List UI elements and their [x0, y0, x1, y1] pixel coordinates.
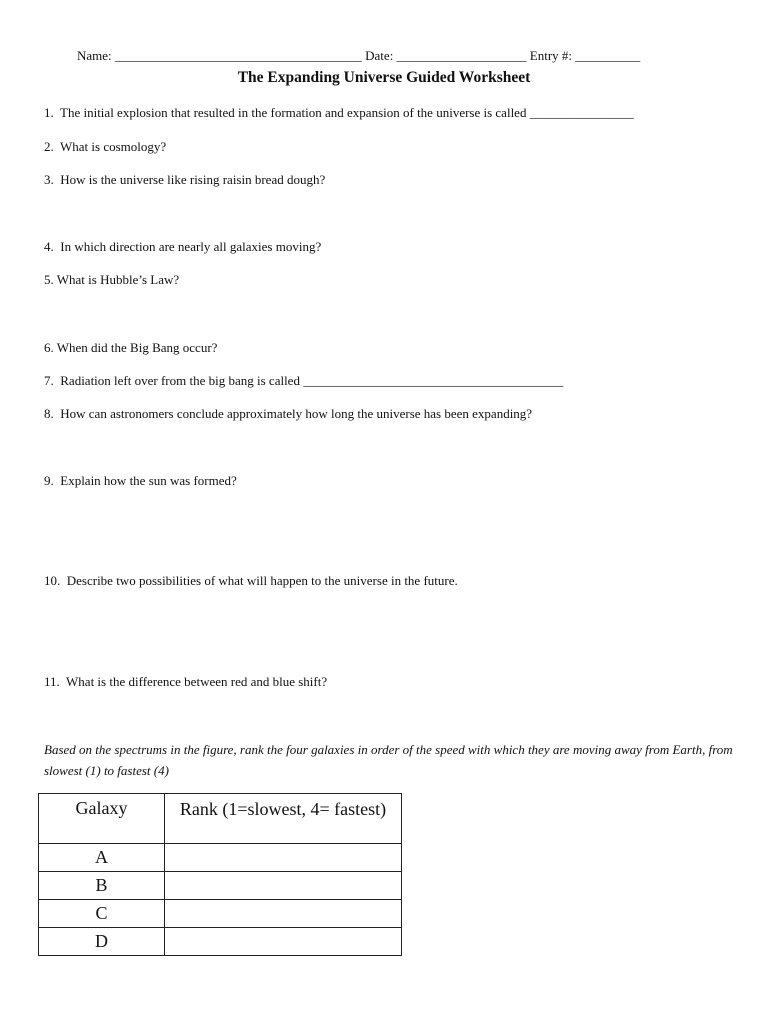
rank-cell[interactable] — [165, 844, 402, 872]
question-2: 2. What is cosmology? — [44, 139, 167, 154]
table-row — [39, 928, 402, 956]
question-4: 4. In which direction are nearly all galaxies moving? — [44, 239, 322, 254]
question-5: 5. What is Hubble’s Law? — [44, 272, 180, 287]
galaxy-cell: A — [39, 844, 165, 872]
table-row — [39, 900, 402, 928]
question-8: 8. How can astronomers conclude approximately how long the universe has been expanding? — [44, 406, 533, 421]
rank-cell[interactable] — [165, 900, 402, 928]
question-3: 3. How is the universe like rising raisin bread dough? — [44, 172, 326, 187]
question-7: 7. Radiation left over from the big bang is called ________________________________________ — [44, 373, 564, 388]
rank-cell[interactable] — [165, 928, 402, 956]
table-row — [39, 844, 402, 872]
worksheet-title: The Expanding Universe Guided Worksheet — [237, 69, 531, 86]
question-6: 6. When did the Big Bang occur? — [44, 340, 218, 355]
ranking-instructions: Based on the spectrums in the figure, rank the four galaxies in order of the speed with which they are moving away from Earth, from slowest (1) to fastest (4) — [44, 742, 733, 778]
galaxy-cell: D — [39, 928, 165, 956]
question-1: 1. The initial explosion that resulted in the formation and expansion of the universe is called ________________ — [44, 105, 634, 120]
galaxy-cell: C — [39, 900, 165, 928]
question-11: 11. What is the difference between red and blue shift? — [44, 674, 328, 689]
header-fields: Name: ______________________________________ Date: ____________________ Entry #: __________ — [77, 48, 641, 63]
question-10: 10. Describe two possibilities of what will happen to the universe in the future. — [44, 573, 458, 588]
galaxy-rank-table — [38, 793, 402, 956]
table-row — [39, 872, 402, 900]
rank-cell[interactable] — [165, 872, 402, 900]
galaxy-cell: B — [39, 872, 165, 900]
column-header-galaxy: Galaxy — [39, 794, 165, 844]
question-9: 9. Explain how the sun was formed? — [44, 473, 237, 488]
column-header-rank: Rank (1=slowest, 4= fastest) — [165, 794, 402, 844]
table-header-row — [39, 794, 402, 844]
